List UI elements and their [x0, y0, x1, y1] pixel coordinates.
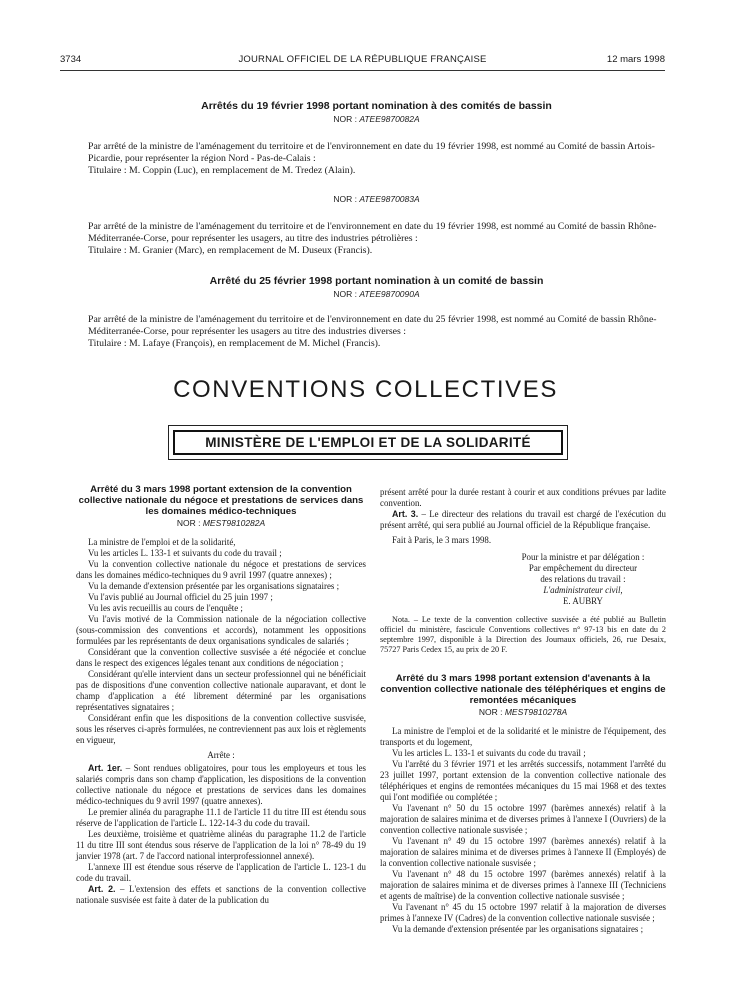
paragraph: Vu l'avenant n° 49 du 15 octobre 1997 (barèmes annexés) relatif à la majoration de salaires minima et de diverses primes à l'annexe II (Employés) de la convention collective nationale susvisée ; [380, 836, 666, 868]
left-paragraphs [76, 537, 366, 746]
ministry-heading: MINISTÈRE DE L'EMPLOI ET DE LA SOLIDARITÉ [173, 430, 563, 455]
paragraph: Vu la demande d'extension présentée par les organisations signataires ; [88, 581, 340, 591]
article-title: Arrêté du 3 mars 1998 portant extension de la convention collective nationale du négoce et prestations de services dans les domaines médico-techniques [78, 484, 364, 517]
decree-paragraph: Par arrêté de la ministre de l'aménagement du territoire et de l'environnement en date du 25 février 1998, est nommé au Comité de bassin Rhône-Méditerranée-Corse, pour représenter les usagers au titre des industries diverses : [88, 314, 657, 337]
signature-line: Par empêchement du directeur [528, 563, 638, 573]
section-title-2: Arrêté du 25 février 1998 portant nomination à un comité de bassin [209, 275, 544, 287]
article-title: Arrêté du 3 mars 1998 portant extension d'avenants à la convention collective nationale des téléphériques et engins de remontées mécaniques [380, 673, 666, 706]
section-title-1: Arrêtés du 19 février 1998 portant nomination à des comités de bassin [201, 100, 552, 112]
paragraph: Considérant que la convention collective susvisée a été négociée et conclue dans le respect des exigences légales tenant aux conditions de négociation ; [76, 647, 366, 668]
right-column [380, 487, 666, 935]
article-label: Art. 1er. [88, 763, 123, 773]
titulaire-line: Titulaire : M. Coppin (Luc), en remplacement de M. Tredez (Alain). [88, 165, 356, 176]
paragraph: Vu l'avis publié au Journal officiel du 25 juin 1997 ; [88, 592, 273, 602]
left-column [76, 484, 366, 906]
paragraph: L'annexe III est étendue sous réserve de l'application de l'article L. 123-1 du code du travail. [76, 862, 366, 883]
arrete-line: Arrête : [207, 750, 235, 760]
paragraph: Considérant qu'elle intervient dans un secteur professionnel qui ne bénéficiait pas de dispositions d'une convention collective nationale auparavant, et dont le champ d'application a été librement déterminé par les organisations représentatives signataires ; [76, 669, 366, 712]
paragraph: Vu la demande d'extension présentée par les organisations signataires ; [392, 924, 644, 934]
decree-paragraph: Par arrêté de la ministre de l'aménagement du territoire et de l'environnement en date du 19 février 1998, est nommé au Comité de bassin Rhône-Méditerranée-Corse, pour représenter les usagers, au titre des industries pétrolières : [88, 221, 657, 244]
signatory-name: E. AUBRY [563, 596, 603, 606]
page-number: 3734 [60, 54, 82, 65]
header-divider [60, 70, 665, 71]
nor-reference: NOR : MEST9810282A [176, 518, 266, 528]
right-paragraphs [380, 726, 666, 935]
decree-paragraph: Par arrêté de la ministre de l'aménagement du territoire et de l'environnement en date du 19 février 1998, est nommé au Comité de bassin Artois-Picardie, pour représenter la région Nord - Pas-de-Calais : [88, 141, 655, 164]
nor-reference-3: NOR : ATEE9870090A [333, 289, 420, 299]
paragraph: Le premier alinéa du paragraphe 11.1 de l'article 11 du titre III est étendu sous réserve de l'application de l'article L. 122-14-3 du code du travail. [76, 807, 366, 828]
nor-code: ATEE9870090A [359, 289, 420, 299]
paragraph: Vu l'avenant n° 48 du 15 octobre 1997 (barèmes annexés) relatif à la majoration de salaires minima et de diverses primes à l'annexe III (Techniciens et agents de maîtrise) de la convention collective nationale susvisée ; [380, 869, 666, 901]
paragraph: Vu l'avenant n° 45 du 15 octobre 1997 relatif à la majoration de diverses primes à l'annexe IV (Cadres) de la convention collective nationale susvisée ; [380, 902, 666, 923]
paragraph: Vu les avis recueillis au cours de l'enquête ; [88, 603, 243, 613]
paragraph: Les deuxième, troisième et quatrième alinéas du paragraphe 11.2 de l'article 11 du titre III sont étendus sous réserve de l'application de la loi n° 78-49 du 19 janvier 1978 (art. 7 de l'accord national interprofessionnel annexé). [76, 829, 366, 861]
paragraph: Considérant enfin que les dispositions de la convention collective susvisée, sous les réserves ci-après formulées, ne contreviennent pas aux lois et règlements en vigueur, [76, 713, 366, 745]
nor-code: ATEE9870082A [359, 114, 420, 124]
nor-reference-1: NOR : ATEE9870082A [333, 114, 420, 124]
article-label: Art. 3. [392, 509, 419, 519]
nor-code: MEST9810278A [504, 707, 568, 717]
signature-line: Pour la ministre et par délégation : [521, 552, 645, 562]
article-1: Art. 1er. – Sont rendues obligatoires, pour tous les employeurs et tous les salariés compris dans son champ d'application, les dispositions de la convention collective nationale du négoce et prestations de services dans les domaines médico-techniques du 9 avril 1997 (quatre annexes). [76, 763, 366, 806]
paragraph: Vu l'avenant n° 50 du 15 octobre 1997 (barèmes annexés) relatif à la majoration de salaires minima et de diverses primes à l'annexe I (Ouvriers) de la convention collective nationale susvisée ; [380, 803, 666, 835]
paragraph: Vu les articles L. 133-1 et suivants du code du travail ; [392, 748, 586, 758]
issue-date: 12 mars 1998 [606, 54, 665, 65]
paragraph: La ministre de l'emploi et de la solidarité et le ministre de l'équipement, des transports et du logement, [380, 726, 666, 747]
paragraph: Vu l'avis motivé de la Commission nationale de la négociation collective (sous-commission des conventions et accords), notamment les oppositions formulées par les représentants de deux organisations syndicales de salariés ; [76, 614, 366, 646]
nota-paragraph: Nota. – Le texte de la convention collective susvisée a été publié au Bulletin officiel du ministère, fascicule Conventions collectives n° 97-13 bis en date du 2 septembre 1997, disponible à la Direction des Journaux officiels, 26, rue Desaix, 75727 Paris Cedex 15, au prix de 20 F. [380, 615, 666, 654]
nor-reference-2: NOR : ATEE9870083A [333, 194, 420, 204]
nominations-section [88, 100, 665, 350]
nor-code: ATEE9870083A [359, 194, 420, 204]
journal-title: JOURNAL OFFICIEL DE LA RÉPUBLIQUE FRANÇAISE [238, 54, 487, 65]
article-3: Art. 3. – Le directeur des relations du travail est chargé de l'exécution du présent arrêté, qui sera publié au Journal officiel de la République française. [380, 509, 666, 530]
article-label: Art. 2. [88, 884, 116, 894]
paragraph: La ministre de l'emploi et de la solidarité, [88, 537, 236, 547]
signature-line: L'administrateur civil, [543, 585, 623, 595]
paragraph: Vu l'arrêté du 3 février 1971 et les arrêtés successifs, notamment l'arrêté du 23 juillet 1997, portant extension de la convention collective nationale des téléphériques et engins de remontées mécaniques du 15 mai 1968 et des textes qui l'ont modifiée ou complétée ; [380, 759, 666, 802]
paragraph: Vu la convention collective nationale du négoce et prestations de services dans les domaines médico-techniques du 9 avril 1997 (quatre annexes) ; [76, 559, 366, 580]
nor-reference: NOR : MEST9810278A [478, 707, 568, 717]
fait-line: Fait à Paris, le 3 mars 1998. [392, 535, 492, 545]
nor-code: MEST9810282A [202, 518, 266, 528]
paragraph: Vu les articles L. 133-1 et suivants du code du travail ; [88, 548, 282, 558]
continuation-paragraph: présent arrêté pour la durée restant à courir et aux conditions prévues par ladite convention. [380, 487, 666, 508]
titulaire-line: Titulaire : M. Lafaye (François), en remplacement de M. Michel (Francis). [88, 338, 381, 349]
article-2: Art. 2. – L'extension des effets et sanctions de la convention collective nationale susvisée est faite à dater de la publication du [76, 884, 366, 905]
signature-line: des relations du travail : [540, 574, 626, 584]
titulaire-line: Titulaire : M. Granier (Marc), en remplacement de M. Duseux (Francis). [88, 245, 373, 256]
page-header [60, 54, 665, 68]
conventions-heading: CONVENTIONS COLLECTIVES [173, 376, 558, 403]
ministry-box [168, 425, 568, 460]
